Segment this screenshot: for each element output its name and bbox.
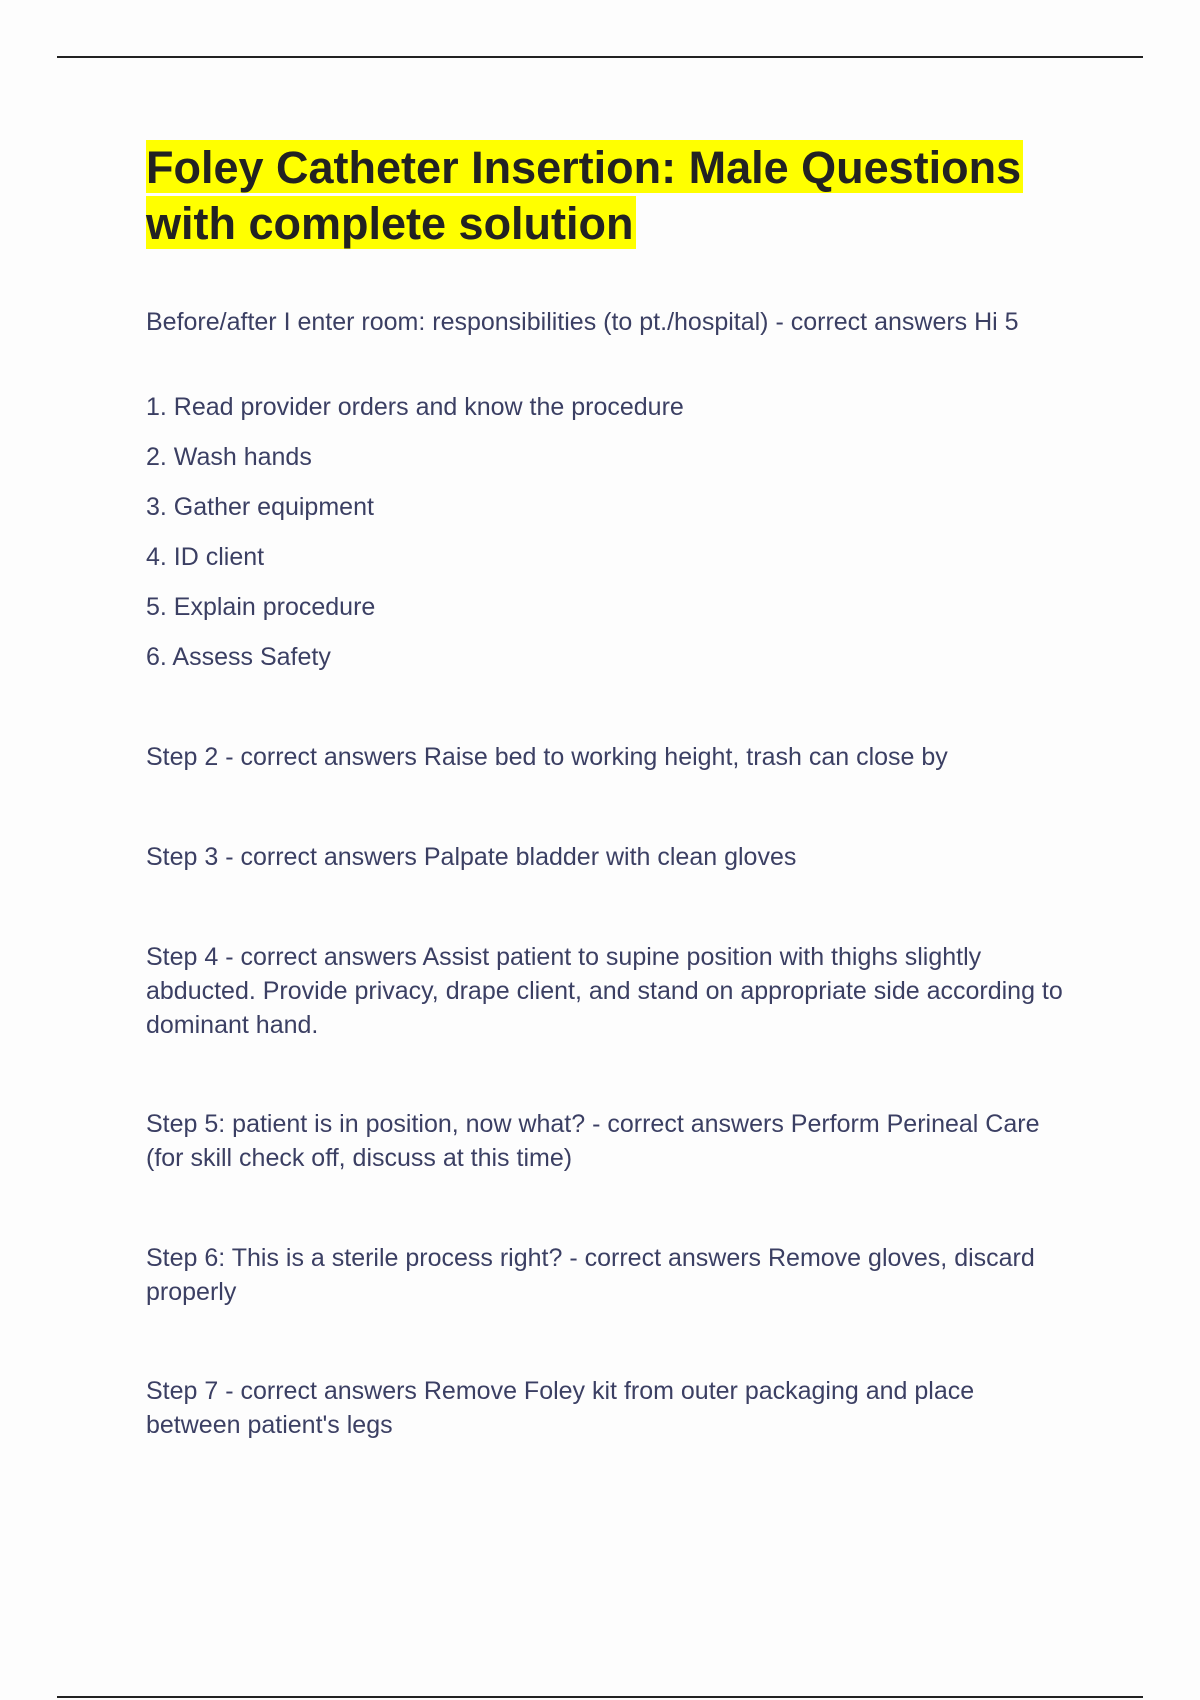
document-page bbox=[146, 140, 1096, 1439]
qa-step-2: Step 2 - correct answers Raise bed to working height, trash can close by bbox=[146, 743, 948, 771]
top-rule bbox=[57, 56, 1143, 58]
qa-step-4: Step 4 - correct answers Assist patient to supine position with thighs slightly abducted. Provide privacy, drape client, and stand on appropriate side according to dominant hand. bbox=[146, 943, 1063, 1039]
list-item: 5. Explain procedure bbox=[146, 593, 376, 621]
qa-step-3: Step 3 - correct answers Palpate bladder with clean gloves bbox=[146, 843, 797, 871]
responsibilities-list bbox=[146, 390, 684, 690]
title-highlight: Foley Catheter Insertion: Male Questions with complete solution bbox=[146, 142, 1022, 249]
intro-question: Before/after I enter room: responsibilities (to pt./hospital) - correct answers Hi 5 bbox=[146, 308, 1019, 336]
list-item: 4. ID client bbox=[146, 543, 265, 571]
document-title bbox=[146, 140, 1096, 252]
bottom-rule bbox=[57, 1696, 1143, 1698]
list-item: 2. Wash hands bbox=[146, 443, 312, 471]
qa-step-6: Step 6: This is a sterile process right? - correct answers Remove gloves, discard properly bbox=[146, 1244, 1035, 1306]
qa-step-7: Step 7 - correct answers Remove Foley kit from outer packaging and place between patient's legs bbox=[146, 1377, 975, 1439]
qa-step-5: Step 5: patient is in position, now what? - correct answers Perform Perineal Care (for skill check off, discuss at this time) bbox=[146, 1110, 1040, 1172]
list-item: 6. Assess Safety bbox=[146, 643, 331, 671]
list-item: 3. Gather equipment bbox=[146, 493, 374, 521]
list-item: 1. Read provider orders and know the procedure bbox=[146, 393, 684, 421]
